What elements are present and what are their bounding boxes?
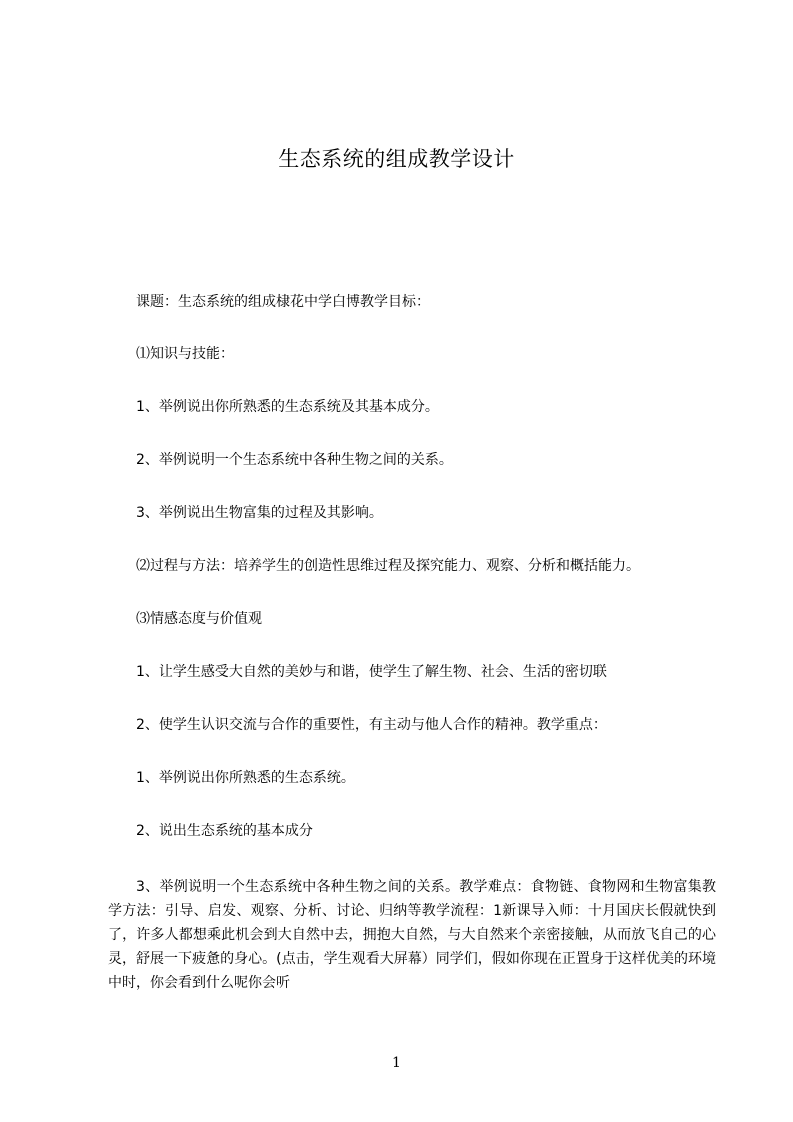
text-line-knowledge-3: 3、举例说出生物富集的过程及其影响。 [136, 505, 383, 521]
text-line-subject: 课题：生态系统的组成棣花中学白博教学目标： [136, 294, 430, 310]
text-line-emotion-2: 2、使学生认识交流与合作的重要性，有主动与他人合作的精神。教学重点： [136, 717, 607, 733]
document-title: 生态系统的组成教学设计 [278, 147, 515, 171]
text-line-key-point-1: 1、举例说出你所熟悉的生态系统。 [136, 770, 355, 786]
text-line-key-point-2: 2、说出生态系统的基本成分 [136, 823, 313, 839]
page-number: 1 [392, 1055, 401, 1071]
body-paragraph: 3、举例说明一个生态系统中各种生物之间的关系。教学难点：食物链、食物网和生物富集教学方法：引导、启发、观察、分析、讨论、归纳等教学流程：1新课导入师：十月国庆长假就快到了，许多人都想乘此机会到大自然中去，拥抱大自然，与大自然来个亲密接触，从而放飞自己的心灵，舒展一下疲惫的身心。(点击，学生观看大屏幕）同学们，假如你现在正置身于这样优美的环境中时，你会看到什么呢你会听 [108, 879, 716, 991]
text-line-knowledge-heading: ⑴知识与技能： [136, 346, 234, 362]
text-line-process-method: ⑵过程与方法：培养学生的创造性思维过程及探究能力、观察、分析和概括能力。 [136, 558, 640, 574]
text-line-emotion-1: 1、让学生感受大自然的美妙与和谐，使学生了解生物、社会、生活的密切联 [136, 664, 607, 680]
text-line-emotion-heading: ⑶情感态度与价值观 [136, 611, 262, 627]
text-line-knowledge-2: 2、举例说明一个生态系统中各种生物之间的关系。 [136, 452, 453, 468]
text-line-knowledge-1: 1、举例说出你所熟悉的生态系统及其基本成分。 [136, 399, 439, 415]
